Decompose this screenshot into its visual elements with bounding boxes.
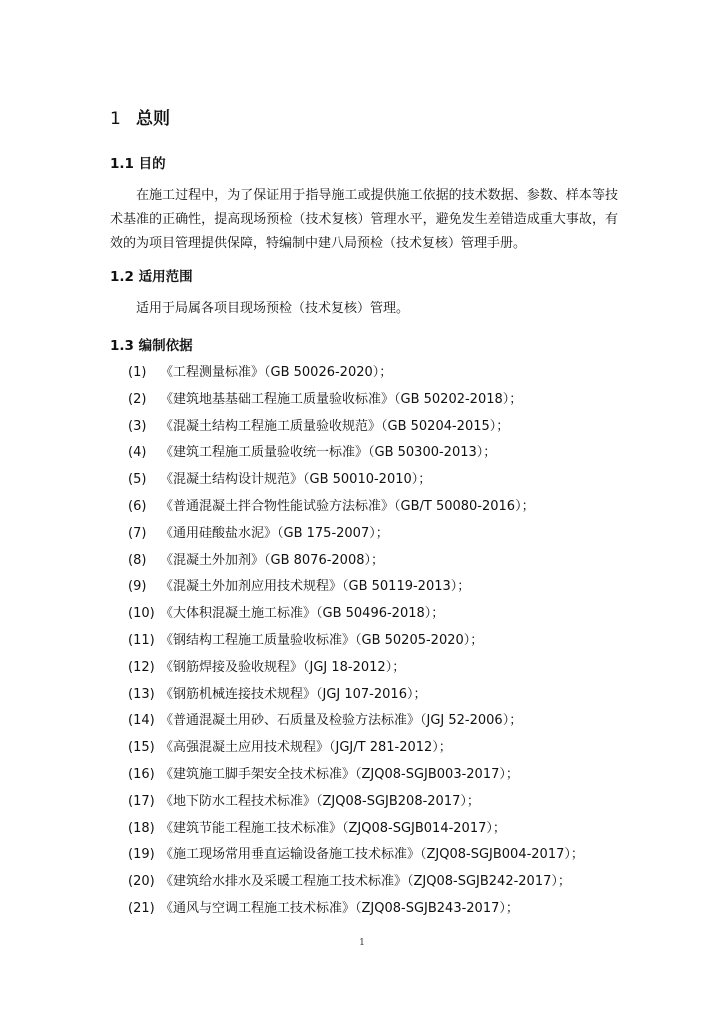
reference-text: 《地下防水工程技术标准》（ZJQ08-SGJB208-2017）； xyxy=(160,793,480,809)
reference-list-item xyxy=(128,842,584,869)
reference-list-item xyxy=(128,387,584,414)
reference-text: 《通风与空调工程施工技术标准》（ZJQ08-SGJB243-2017）； xyxy=(160,900,519,916)
reference-index: (6) xyxy=(128,498,147,514)
reference-list-item xyxy=(128,816,584,843)
reference-list-item xyxy=(128,762,584,789)
reference-index: (3) xyxy=(128,418,147,434)
reference-text: 《通用硅酸盐水泥》（GB 175-2007）； xyxy=(160,525,389,541)
reference-index: (12) xyxy=(128,659,155,675)
reference-text: 《普通混凝土拌合物性能试验方法标准》（GB/T 50080-2016）； xyxy=(160,498,535,514)
reference-list-item xyxy=(128,655,584,682)
reference-index: (11) xyxy=(128,632,155,648)
reference-text: 《建筑地基基础工程施工质量验收标准》（GB 50202-2018）； xyxy=(160,391,523,407)
section-heading-scope: 1.2 适用范围 xyxy=(110,269,193,285)
reference-list-item xyxy=(128,735,584,762)
reference-list-item xyxy=(128,494,584,521)
reference-index: (8) xyxy=(128,552,147,568)
purpose-paragraph: 在施工过程中，为了保证用于指导施工或提供施工依据的技术数据、参数、样本等技术基准的正确性，提高现场预检（技术复核）管理水平，避免发生差错造成重大事故，有效的为项目管理提供保障，特编制中建八局预检（技术复核）管理手册。 xyxy=(110,188,618,251)
reference-text: 《建筑工程施工质量验收统一标准》（GB 50300-2013）； xyxy=(160,445,497,461)
reference-index: (16) xyxy=(128,766,155,782)
reference-text: 《钢筋焊接及验收规程》（JGJ 18-2012）； xyxy=(160,659,406,675)
reference-text: 《建筑施工脚手架安全技术标准》（ZJQ08-SGJB003-2017）； xyxy=(160,766,519,782)
reference-list-item xyxy=(128,521,584,548)
page-number: 1 xyxy=(359,938,365,948)
reference-index: (19) xyxy=(128,847,155,863)
reference-list-item xyxy=(128,574,584,601)
section-heading-basis: 1.3 编制依据 xyxy=(110,338,193,354)
reference-text: 《建筑节能工程施工技术标准》（ZJQ08-SGJB014-2017）； xyxy=(160,820,506,836)
reference-text: 《混凝土外加剂应用技术规程》（GB 50119-2013）； xyxy=(160,579,471,595)
reference-index: (14) xyxy=(128,713,155,729)
reference-index: (21) xyxy=(128,900,155,916)
reference-index: (4) xyxy=(128,445,147,461)
scope-paragraph: 适用于局属各项目现场预检（技术复核）管理。 xyxy=(136,301,410,316)
reference-index: (15) xyxy=(128,740,155,756)
reference-text: 《工程测量标准》（GB 50026-2020）； xyxy=(160,365,393,380)
reference-index: (5) xyxy=(128,472,147,488)
reference-text: 《混凝土结构工程施工质量验收规范》（GB 50204-2015）； xyxy=(160,418,510,434)
reference-text: 《施工现场常用垂直运输设备施工技术标准》（ZJQ08-SGJB004-2017）； xyxy=(160,847,584,863)
reference-list-item xyxy=(128,360,584,387)
reference-index: (18) xyxy=(128,820,155,836)
chapter-title: 总则 xyxy=(136,109,170,129)
section-heading-purpose: 1.1 目的 xyxy=(110,156,166,172)
reference-list-item xyxy=(128,414,584,441)
reference-index: (1) xyxy=(128,365,147,380)
reference-list-item xyxy=(128,467,584,494)
reference-text: 《混凝土结构设计规范》（GB 50010-2010）； xyxy=(160,472,432,488)
chapter-number: 1 xyxy=(110,109,121,129)
reference-index: (2) xyxy=(128,391,147,407)
reference-index: (9) xyxy=(128,579,147,595)
reference-index: (20) xyxy=(128,874,155,890)
reference-index: (7) xyxy=(128,525,147,541)
reference-text: 《建筑给水排水及采暖工程施工技术标准》（ZJQ08-SGJB242-2017）； xyxy=(160,874,571,890)
reference-text: 《混凝土外加剂》（GB 8076-2008）； xyxy=(160,552,384,568)
reference-list-item xyxy=(128,682,584,709)
chapter-heading xyxy=(110,104,170,129)
reference-list-item xyxy=(128,708,584,735)
reference-list-item xyxy=(128,789,584,816)
reference-index: (10) xyxy=(128,606,155,622)
reference-text: 《普通混凝土用砂、石质量及检验方法标准》（JGJ 52-2006）； xyxy=(160,713,523,729)
reference-list-item xyxy=(128,601,584,628)
reference-list-item xyxy=(128,896,584,923)
reference-list-item xyxy=(128,548,584,575)
reference-index: (17) xyxy=(128,793,155,809)
reference-list-item xyxy=(128,869,584,896)
reference-index: (13) xyxy=(128,686,155,702)
reference-text: 《钢筋机械连接技术规程》（JGJ 107-2016）； xyxy=(160,686,427,702)
reference-text: 《钢结构工程施工质量验收标准》（GB 50205-2020）； xyxy=(160,632,484,648)
reference-list-item xyxy=(128,440,584,467)
reference-text: 《大体积混凝土施工标准》（GB 50496-2018）； xyxy=(160,606,445,622)
reference-list xyxy=(128,360,584,923)
reference-text: 《高强混凝土应用技术规程》（JGJ/T 281-2012）； xyxy=(160,740,452,756)
reference-list-item xyxy=(128,628,584,655)
